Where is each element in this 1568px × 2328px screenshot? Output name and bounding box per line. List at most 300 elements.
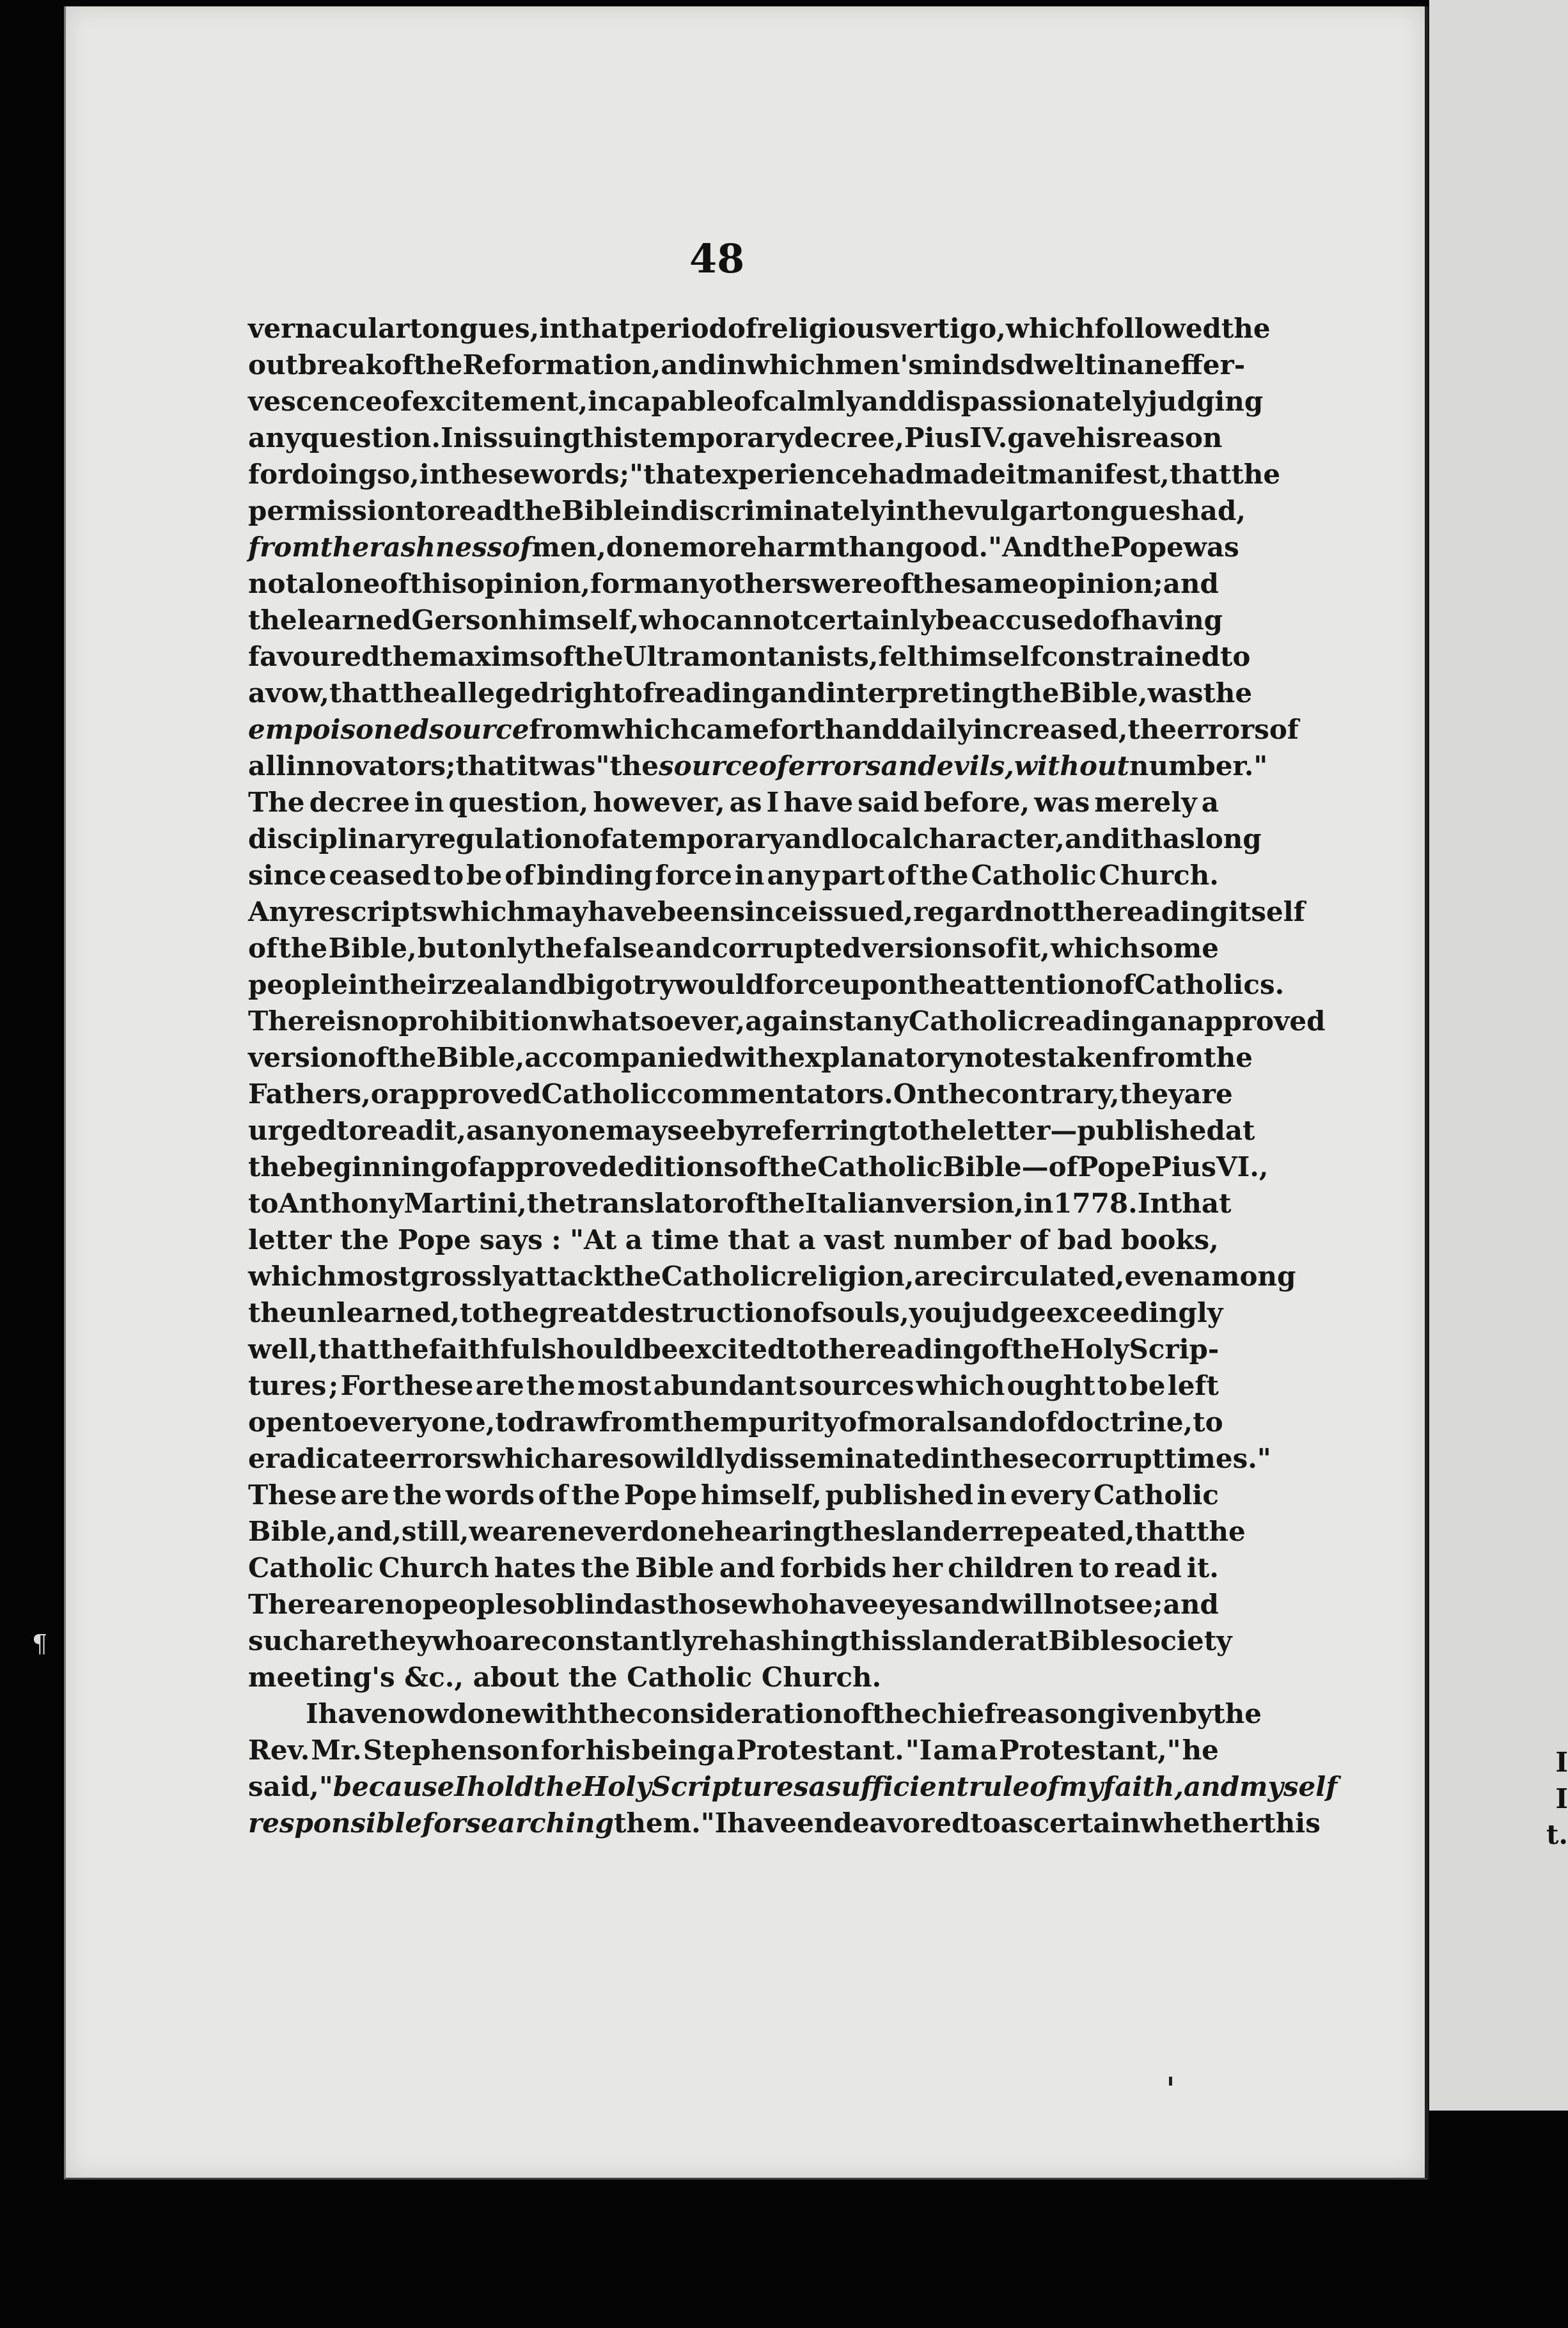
word: tures	[248, 1370, 327, 1401]
word: corrupted	[712, 932, 861, 964]
word: Catholic	[817, 1151, 943, 1183]
word: which	[601, 714, 690, 745]
word: manifest,	[1028, 459, 1170, 490]
word: the	[320, 531, 370, 563]
word: opinion	[1039, 568, 1154, 599]
word: had	[868, 459, 925, 490]
word: before,	[923, 787, 1030, 818]
word: and	[1064, 823, 1121, 854]
word: or	[370, 1078, 403, 1110]
word: and	[943, 1589, 1000, 1620]
word: calmly	[763, 386, 861, 417]
word: avow,	[248, 677, 329, 709]
word: Church.	[761, 1662, 882, 1693]
word: was	[1034, 787, 1090, 818]
word: character,	[912, 823, 1065, 854]
word: approved	[479, 1151, 618, 1183]
word: of	[544, 641, 574, 672]
word: a	[980, 1734, 998, 1766]
word: the	[533, 932, 583, 964]
word: it,	[434, 1115, 466, 1146]
text-line	[248, 456, 1281, 492]
word: said	[858, 787, 920, 818]
word: as	[729, 787, 762, 818]
word: merely	[1094, 787, 1197, 818]
word: but	[417, 932, 469, 964]
word: society	[1127, 1625, 1232, 1656]
word: learned	[297, 604, 412, 636]
word: which	[248, 1261, 337, 1292]
word: Holy	[1060, 1333, 1129, 1365]
word: errors	[1177, 714, 1269, 745]
text-line	[248, 347, 1246, 383]
text-line	[248, 1477, 1219, 1513]
word: in	[1023, 1188, 1054, 1219]
word: be	[466, 860, 503, 891]
text-line	[248, 1294, 1223, 1331]
word: some	[1140, 932, 1219, 964]
word: Stephenson	[363, 1734, 540, 1766]
word: of	[1269, 714, 1299, 745]
word: in	[886, 495, 916, 526]
text-line	[248, 1003, 1326, 1039]
word: Bible	[635, 1552, 714, 1584]
word: at	[1018, 1625, 1049, 1656]
word: which	[437, 896, 526, 927]
word: version	[248, 1042, 358, 1073]
word: the	[1212, 1698, 1262, 1729]
word: done	[641, 1516, 715, 1547]
word: eradicate	[248, 1443, 389, 1474]
facing-page-fragment: I	[1555, 1783, 1568, 1814]
word: have	[809, 1589, 879, 1620]
word: Holy	[582, 1771, 652, 1802]
word: rehashing	[697, 1625, 849, 1656]
word: certainly	[803, 604, 936, 636]
word: however,	[593, 787, 725, 818]
word: force	[764, 969, 842, 1000]
word: long	[1195, 823, 1262, 854]
word: them."	[613, 1807, 715, 1839]
word: ;	[445, 750, 456, 782]
word: forth	[769, 714, 845, 745]
word: On	[893, 1078, 936, 1110]
word: a	[611, 823, 629, 854]
word: his	[1076, 422, 1122, 453]
word: done	[448, 1698, 522, 1729]
word: in	[414, 787, 444, 818]
word: most	[336, 1261, 411, 1292]
word: corrupt	[1051, 1443, 1165, 1474]
word: came	[689, 714, 769, 745]
word: ;	[619, 459, 630, 490]
word: Bible—of	[943, 1151, 1078, 1183]
word: are	[1184, 1078, 1233, 1110]
word: of	[450, 1151, 480, 1183]
word: and	[661, 349, 717, 381]
word: people	[422, 1589, 522, 1620]
word: have	[587, 896, 657, 927]
word: it	[1120, 823, 1143, 854]
word: faith,	[1103, 1771, 1184, 1802]
word: Ultramontanists,	[623, 641, 879, 672]
word: a	[808, 1771, 826, 1802]
word: was	[1183, 531, 1239, 563]
word: of	[248, 932, 278, 964]
word: vulgar	[964, 495, 1060, 526]
ink-speck	[1169, 2077, 1172, 2086]
word: There	[248, 1005, 336, 1037]
word: any	[767, 860, 820, 891]
word: read	[366, 1115, 434, 1146]
word: right	[549, 677, 625, 709]
word: approved	[1186, 1005, 1326, 1037]
text-line	[248, 602, 1223, 638]
word: any	[856, 1005, 909, 1037]
word: tongues,	[409, 313, 540, 344]
text-line	[248, 711, 1299, 748]
word: to	[970, 1807, 1001, 1839]
word: this	[1263, 1807, 1321, 1839]
word: in	[1097, 349, 1127, 381]
word: commentators.	[666, 1078, 893, 1110]
word: constantly	[541, 1625, 698, 1656]
word: Catholics.	[1134, 969, 1285, 1000]
word: are	[340, 1479, 389, 1511]
word: left	[1167, 1370, 1219, 1401]
word: in	[940, 1443, 970, 1474]
word: Catholic	[908, 1005, 1034, 1037]
word: of	[726, 1188, 757, 1219]
facing-page-fragment: I	[1555, 1747, 1568, 1778]
word: of	[882, 568, 913, 599]
word: of	[380, 568, 410, 599]
word: Pope	[397, 1224, 471, 1255]
word: which	[746, 349, 835, 381]
word: the	[248, 604, 297, 636]
word: blind	[556, 1589, 634, 1620]
word: hearing	[714, 1516, 832, 1547]
word: men's	[835, 349, 923, 381]
word: innovators	[286, 750, 446, 782]
word: vernacular	[248, 313, 410, 344]
word: about	[473, 1662, 560, 1693]
word: binding	[537, 860, 653, 891]
word: the	[768, 1151, 818, 1183]
word: times."	[1164, 1443, 1271, 1474]
word: and	[655, 932, 711, 964]
word: cannot	[700, 604, 803, 636]
text-line	[248, 420, 1223, 456]
word: of	[384, 349, 414, 381]
word: the	[533, 1771, 583, 1802]
word: we	[469, 1516, 510, 1547]
word: increased,	[972, 714, 1128, 745]
word: Bible,	[328, 932, 417, 964]
word: from	[529, 714, 602, 745]
word: Scriptures	[651, 1771, 809, 1802]
word: reading	[654, 677, 771, 709]
word: to	[495, 1406, 526, 1438]
word: of	[887, 860, 917, 891]
word: than	[836, 531, 906, 563]
word: temporary	[629, 823, 785, 854]
word: the	[574, 641, 623, 672]
word: these	[449, 459, 531, 490]
word: not	[1053, 1589, 1104, 1620]
word: a	[1201, 787, 1219, 818]
word: souls,	[822, 1297, 909, 1328]
word: the	[1221, 313, 1271, 344]
word: no	[361, 1005, 399, 1037]
word: Bible	[561, 495, 641, 526]
word: see	[1103, 1589, 1153, 1620]
word: and	[719, 1552, 775, 1584]
word: whatsoever,	[568, 1005, 746, 1037]
word: Church	[379, 1552, 489, 1584]
word: the	[912, 568, 961, 599]
word: Church.	[1099, 860, 1219, 891]
word: the	[526, 1188, 576, 1219]
word: words	[445, 1479, 535, 1511]
text-line	[248, 821, 1262, 857]
word: so	[522, 1589, 556, 1620]
word: as	[466, 1115, 499, 1146]
word: of	[1030, 1771, 1060, 1802]
word: the	[756, 1188, 805, 1219]
text-line	[248, 492, 1246, 529]
word: endeavored	[797, 1807, 971, 1839]
word: reading	[1033, 1005, 1150, 1037]
word: others	[714, 568, 811, 599]
word: to	[460, 1297, 490, 1328]
word: of	[1019, 1224, 1049, 1255]
word: and	[785, 823, 841, 854]
word: which	[482, 1443, 570, 1474]
word: "	[318, 1771, 333, 1802]
word: judge	[962, 1297, 1046, 1328]
word: the	[387, 1042, 437, 1073]
word: good."	[905, 531, 1003, 563]
word: had,	[1180, 495, 1246, 526]
word: men,	[531, 531, 606, 563]
word: reason	[996, 1698, 1097, 1729]
word: Scrip-	[1129, 1333, 1219, 1365]
text-line	[248, 529, 1239, 565]
word: of	[987, 932, 1017, 964]
word: excitement,	[412, 386, 588, 417]
word: The	[248, 787, 305, 818]
word: local	[840, 823, 913, 854]
word: attack	[517, 1261, 613, 1292]
word: chief	[921, 1698, 996, 1729]
word: it	[1005, 459, 1029, 490]
word: Reformation,	[462, 349, 661, 381]
word: and	[1183, 1771, 1240, 1802]
word: to	[248, 1188, 279, 1219]
word: upon	[841, 969, 917, 1000]
word: should	[541, 1333, 643, 1365]
word: "I	[905, 1734, 932, 1766]
word: religious	[757, 313, 891, 344]
word: Martini,	[404, 1188, 527, 1219]
word: my	[1059, 1771, 1104, 1802]
word: himself,	[700, 1479, 822, 1511]
word: experience	[705, 459, 869, 490]
word: of	[505, 860, 535, 891]
word: minds	[923, 349, 1015, 381]
word: alleged	[440, 677, 550, 709]
word: this	[849, 1625, 907, 1656]
word: every	[1010, 1479, 1090, 1511]
word: the	[1010, 677, 1060, 709]
word: and	[1163, 568, 1219, 599]
word: decree,	[794, 422, 905, 453]
word: rescripts	[304, 896, 438, 927]
word: the	[248, 1297, 297, 1328]
word: from	[1131, 1042, 1204, 1073]
word: notes	[964, 1042, 1047, 1073]
word: I	[306, 1698, 318, 1729]
word: ceased	[329, 860, 431, 891]
word: Anthony	[278, 1188, 404, 1219]
word: the	[581, 1552, 631, 1584]
word: the	[571, 1479, 620, 1511]
text-line	[248, 893, 1305, 930]
word: ;	[328, 1370, 339, 1401]
word: been	[657, 896, 730, 927]
word: reason	[1121, 422, 1223, 453]
facing-page	[1429, 0, 1568, 2111]
text-line	[248, 1331, 1219, 1367]
word: the	[612, 1261, 662, 1292]
word: that	[568, 313, 631, 344]
word: which	[1051, 932, 1140, 964]
word: in	[716, 349, 746, 381]
word: of	[1027, 1406, 1057, 1438]
word: any	[498, 1115, 551, 1146]
word: the	[278, 932, 328, 964]
word: ;	[1153, 1589, 1163, 1620]
word: books,	[1121, 1224, 1219, 1255]
word: In	[440, 422, 473, 453]
word: Bible,	[1059, 677, 1148, 709]
word: the	[526, 1370, 576, 1401]
word: people	[248, 969, 349, 1000]
word: one	[551, 1115, 606, 1146]
word: faithful	[428, 1333, 542, 1365]
text-line	[248, 784, 1219, 821]
word: reading	[1112, 896, 1228, 927]
word: number	[893, 1224, 1011, 1255]
word: exceedingly	[1046, 1297, 1223, 1328]
word: are	[475, 1370, 524, 1401]
word: said,	[248, 1771, 319, 1802]
text-line	[248, 1768, 1338, 1805]
word: bad	[1057, 1224, 1113, 1255]
word: is	[336, 1005, 361, 1037]
word: evils,	[936, 750, 1014, 782]
word: Rev.	[248, 1734, 310, 1766]
word: was	[540, 750, 596, 782]
word: Protestant.	[736, 1734, 904, 1766]
word: period	[631, 313, 728, 344]
word: the	[1061, 531, 1111, 563]
word: all	[248, 750, 286, 782]
word: the	[490, 1297, 540, 1328]
word: the	[918, 1115, 968, 1146]
word: in	[539, 313, 569, 344]
word: Protestant,"	[999, 1734, 1181, 1766]
word: whether	[1140, 1807, 1264, 1839]
word: the	[1196, 1516, 1246, 1547]
word: myself	[1239, 1771, 1338, 1802]
word: the	[1127, 714, 1177, 745]
word: of	[624, 677, 655, 709]
word: accused	[971, 604, 1092, 636]
word: among	[1193, 1261, 1296, 1292]
word: sufficient	[826, 1771, 969, 1802]
word: was	[1147, 677, 1203, 709]
word: them	[671, 1406, 749, 1438]
word: any	[248, 422, 301, 453]
text-line	[248, 1623, 1232, 1659]
text-line	[248, 748, 1268, 784]
word: ;	[1153, 568, 1163, 599]
word: of	[1104, 969, 1134, 1000]
word: only	[469, 932, 533, 964]
word: this	[581, 422, 639, 453]
word: question,	[448, 787, 589, 818]
text-line	[248, 310, 1271, 347]
word: There	[248, 1589, 336, 1620]
word: effer-	[1163, 349, 1246, 381]
word: Bible,	[248, 1516, 337, 1547]
word: beginning	[297, 1151, 450, 1183]
word: and	[511, 969, 567, 1000]
word: so,	[377, 459, 419, 490]
word: referring	[751, 1115, 888, 1146]
word: number."	[1129, 750, 1268, 782]
word: to	[786, 1333, 817, 1365]
word: of	[581, 823, 611, 854]
word: force	[655, 860, 732, 891]
word: children	[948, 1552, 1074, 1584]
word: having	[1122, 604, 1223, 636]
word: taken	[1046, 1042, 1132, 1073]
word: one,	[431, 1406, 496, 1438]
word: read	[1114, 1552, 1182, 1584]
word: that	[1169, 459, 1232, 490]
text-line	[248, 857, 1219, 893]
word: to	[1097, 1370, 1128, 1401]
word: Catholic	[627, 1662, 753, 1693]
word: be	[642, 1333, 678, 1365]
word: will	[1000, 1589, 1054, 1620]
word: hold	[467, 1771, 534, 1802]
word: unlearned,	[297, 1297, 460, 1328]
word: that	[1134, 1516, 1197, 1547]
word: outbreak	[248, 349, 384, 381]
word: vescence	[248, 386, 382, 417]
word: And	[1002, 531, 1062, 563]
word: translator	[576, 1188, 727, 1219]
word: of	[792, 1297, 822, 1328]
word: the	[872, 1698, 921, 1729]
word: made	[924, 459, 1006, 490]
facing-page-fragment: t.	[1546, 1819, 1568, 1850]
word: with	[521, 1698, 587, 1729]
